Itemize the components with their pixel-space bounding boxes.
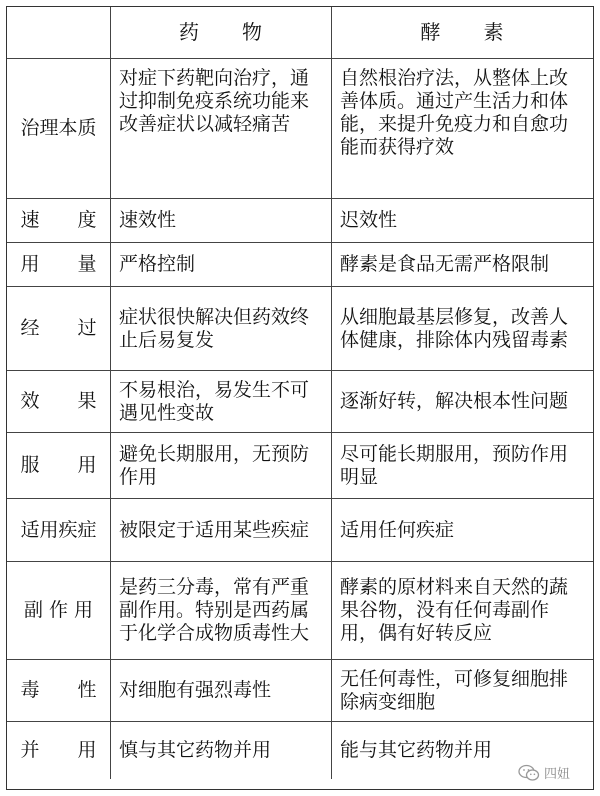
row-label: 速 度 (7, 199, 111, 243)
drug-cell: 速效性 (111, 199, 332, 243)
drug-cell: 慎与其它药物并用 (111, 722, 332, 779)
enzyme-cell: 适用任何疾症 (332, 499, 593, 562)
wechat-icon (518, 764, 540, 782)
drug-cell: 对细胞有强烈毒性 (111, 660, 332, 722)
row-label: 服 用 (7, 433, 111, 499)
drug-cell: 严格控制 (111, 243, 332, 287)
drug-cell: 对症下药靶向治疗，通过抑制免疫系统功能来改善症状以减轻痛苦 (111, 59, 332, 199)
enzyme-cell: 酵素是食品无需严格限制 (332, 243, 593, 287)
row-label: 适用疾症 (7, 499, 111, 562)
row-label: 用 量 (7, 243, 111, 287)
row-label: 副 作 用 (7, 562, 111, 660)
drug-cell: 不易根治，易发生不可遇见性变故 (111, 371, 332, 433)
drug-cell: 避免长期服用，无预防作用 (111, 433, 332, 499)
enzyme-cell: 逐渐好转，解决根本性问题 (332, 371, 593, 433)
enzyme-cell: 无任何毒性，可修复细胞排除病变细胞 (332, 660, 593, 722)
row-label: 治理本质 (7, 59, 111, 199)
comparison-table (6, 6, 594, 790)
row-label: 并 用 (7, 722, 111, 779)
row-label: 毒 性 (7, 660, 111, 722)
drug-cell: 症状很快解决但药效终止后易复发 (111, 287, 332, 371)
row-label: 效 果 (7, 371, 111, 433)
drug-cell: 是药三分毒，常有严重副作用。特别是西药属于化学合成物质毒性大 (111, 562, 332, 660)
watermark (518, 763, 570, 782)
enzyme-cell: 迟效性 (332, 199, 593, 243)
enzyme-cell: 能与其它药物并用 (340, 739, 493, 761)
enzyme-cell: 尽可能长期服用，预防作用明显 (332, 433, 593, 499)
header-empty (7, 7, 111, 59)
row-label: 经 过 (7, 287, 111, 371)
header-drug: 药 物 (111, 7, 332, 59)
enzyme-cell: 酵素的原材料来自天然的蔬果谷物，没有任何毒副作用，偶有好转反应 (332, 562, 593, 660)
drug-cell: 被限定于适用某些疾症 (111, 499, 332, 562)
watermark-text: 四妞 (543, 767, 570, 782)
enzyme-cell: 从细胞最基层修复，改善人体健康，排除体内残留毒素 (332, 287, 593, 371)
enzyme-cell: 自然根治疗法，从整体上改善体质。通过产生活力和体能，来提升免疫力和自愈功能而获得疗效 (332, 59, 593, 199)
header-enzyme: 酵 素 (332, 7, 593, 59)
